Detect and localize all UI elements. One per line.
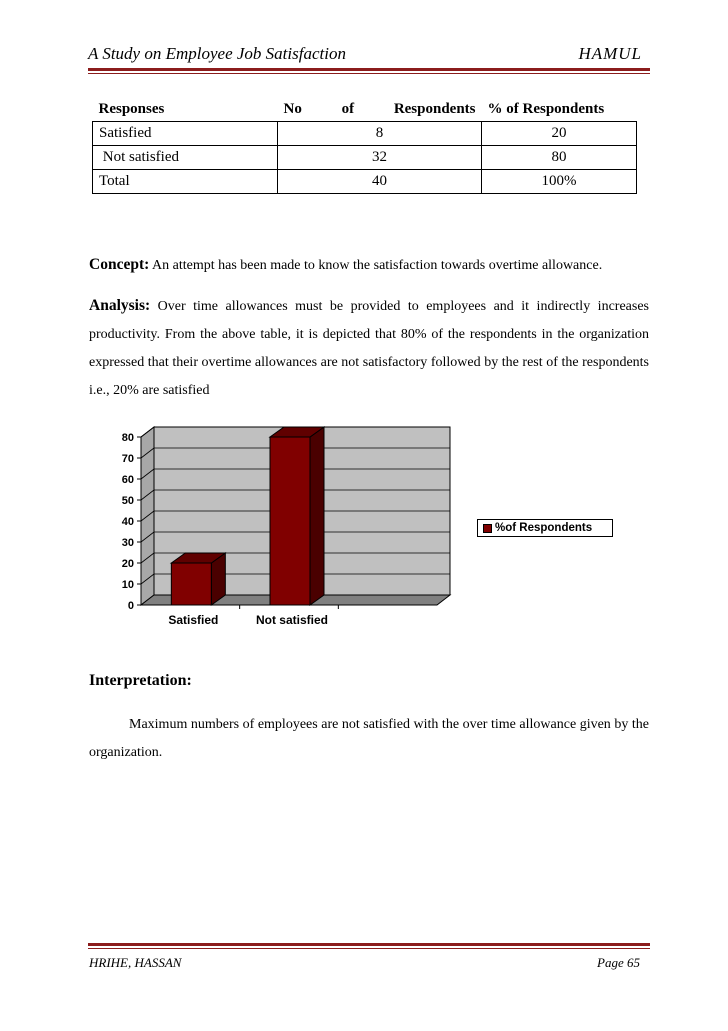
bar (171, 553, 225, 605)
bar-chart (104, 424, 624, 636)
page-header (88, 44, 648, 68)
analysis-text: Over time allowances must be provided to employees and it indirectly increases productivity. From the above table, it is depicted that 80% of the respondents in the organization expressed that their overtime allowances are not satisfactory followed by the rest of the respondents i.e., 20% are satisfied (89, 299, 649, 398)
footer-page-number: Page 65 (597, 955, 640, 970)
x-tick-label: Not satisfied (255, 613, 329, 627)
bar-front (270, 437, 310, 605)
header-title: A Study on Employee Job Satisfaction (88, 44, 346, 63)
y-tick-label: 20 (121, 558, 134, 570)
y-tick-label: 10 (121, 579, 134, 591)
chart-legend (477, 519, 613, 537)
bar (270, 427, 324, 605)
analysis-label: Analysis: (89, 297, 151, 314)
header-rule-thin (88, 73, 650, 74)
header-word: Respondents (393, 101, 476, 117)
y-tick-label: 40 (121, 516, 134, 528)
legend-swatch (483, 524, 492, 533)
table-header-row (93, 98, 637, 122)
interpretation-paragraph: Maximum numbers of employees are not satisfied with the over time allowance given by the organization. (89, 717, 649, 760)
concept-paragraph (89, 251, 649, 280)
concept-text: An attempt has been made to know the satisfaction towards overtime allowance. (149, 258, 603, 273)
x-tick-label: Satisfied (168, 613, 219, 627)
table-row (93, 122, 637, 146)
table-cell: 100% (482, 170, 637, 194)
footer-rule-thick (88, 943, 650, 946)
table-cell: Total (93, 170, 278, 194)
header-word: of (341, 101, 355, 117)
header-right: HAMUL (578, 44, 642, 63)
header-rule-thick (88, 68, 650, 71)
concept-label: Concept: (89, 256, 150, 273)
table-cell: 8 (278, 122, 482, 146)
y-tick-label: 70 (121, 453, 134, 465)
y-tick-label: 50 (121, 495, 134, 507)
y-tick-label: 0 (127, 600, 134, 612)
table-cell: 20 (482, 122, 637, 146)
bar-front (171, 563, 211, 605)
interpretation-title: Interpretation: (89, 672, 192, 689)
y-tick-label: 60 (121, 474, 134, 486)
table-header-count (278, 98, 482, 122)
table-header-percent: % of Respondents (487, 101, 605, 117)
y-tick-label: 80 (121, 432, 134, 444)
footer-left: HRIHE, HASSAN (89, 955, 182, 970)
table-header-responses: Responses (98, 101, 165, 117)
bar-side (310, 427, 324, 605)
table-cell: Not satisfied (93, 146, 278, 170)
responses-table (92, 98, 637, 194)
legend-label: %of Respondents (495, 522, 593, 534)
table-cell: 32 (278, 146, 482, 170)
analysis-paragraph (89, 292, 649, 405)
header-word: No (283, 101, 302, 117)
table-cell: 80 (482, 146, 637, 170)
table-row (93, 170, 637, 194)
table-row (93, 146, 637, 170)
table-cell: Satisfied (93, 122, 278, 146)
y-tick-label: 30 (121, 537, 134, 549)
table-cell: 40 (278, 170, 482, 194)
footer-rule-thin (88, 948, 650, 949)
